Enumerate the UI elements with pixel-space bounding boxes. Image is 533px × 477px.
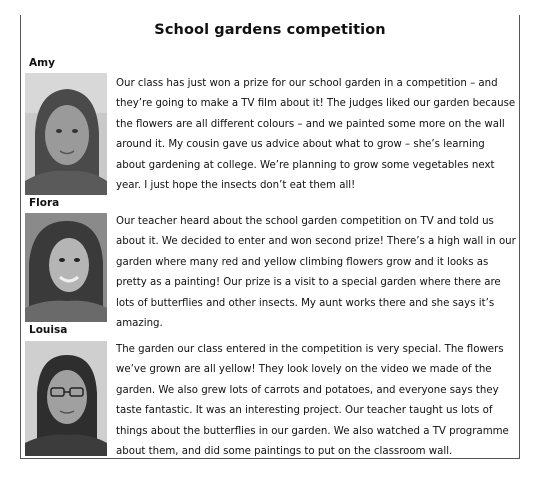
flora-text: Our teacher heard about the school garden competition on TV and told us about it. We decided to enter and won second prize! There’s a high wall in our garden where many red and yellow climbing flowers grow and it looks as pretty as a painting! Our prize is a visit to a special garden where there are lots of butterflies and other insects. My aunt works there and she says it’s amazing. bbox=[116, 216, 516, 330]
louisa-photo bbox=[25, 341, 107, 456]
entry-name-amy: Amy bbox=[29, 57, 55, 69]
amy-photo bbox=[25, 73, 107, 195]
entry-name-flora: Flora bbox=[29, 197, 60, 209]
page-title: School gardens competition bbox=[154, 22, 386, 38]
louisa-text: The garden our class entered in the competition is very special. The flowers we’ve grown are all yellow! They look lovely on the video we made of the garden. We also grew lots of carrots and potatoes, and everyone says they taste fantastic. It was an interesting project. Our teacher taught us lots of things about the butterflies in our garden. We also watched a TV programme about them, and did some paintings to put on the classroom wall. bbox=[116, 344, 509, 458]
entry-name-louisa: Louisa bbox=[29, 324, 68, 336]
flora-photo bbox=[25, 213, 107, 322]
amy-text: Our class has just won a prize for our school garden in a competition – and they’re going to make a TV film about it! The judges liked our garden because the flowers are all different colours – and we painted some more on the wall around it. My cousin gave us advice about what to grow – she’s learning about gardening at college. We’re planning to grow some vegetables next year. I just hope the insects don’t eat them all! bbox=[116, 78, 516, 192]
